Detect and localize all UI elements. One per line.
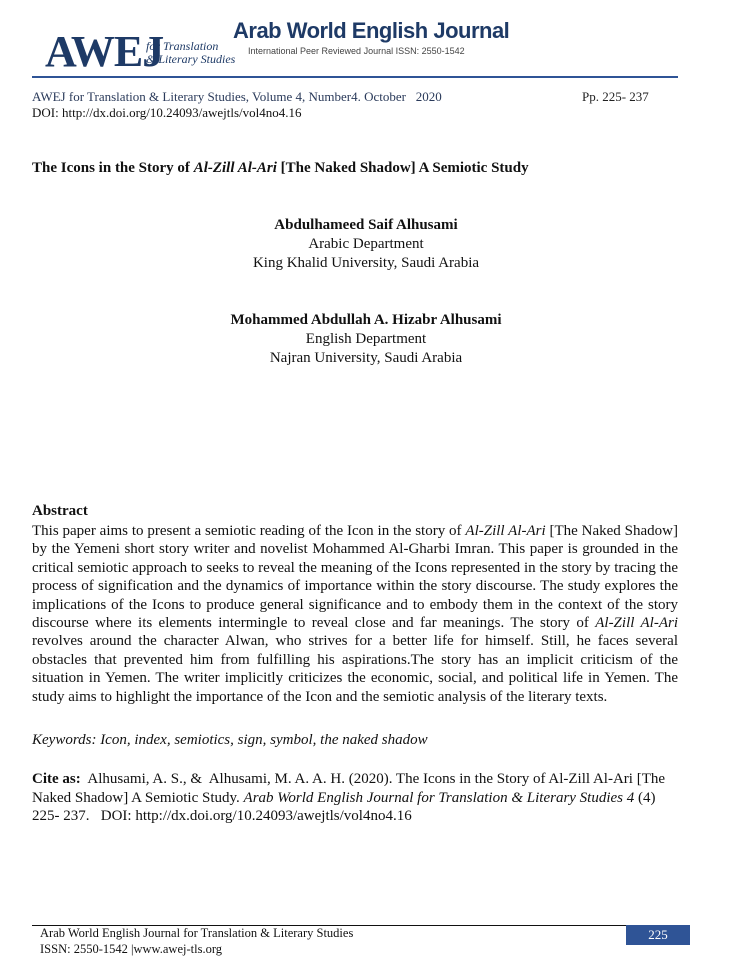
cite-rest: (4) 225- 237. DOI: http://dx.doi.org/10.24093/awejtls/vol4no4.16 bbox=[32, 789, 660, 824]
abstract-italic-2: Al-Zill Al-Ari bbox=[595, 615, 678, 632]
abstract-italic-1: Al-Zill Al-Ari bbox=[465, 523, 546, 539]
header-pages: Pp. 225- 237 bbox=[582, 89, 649, 104]
page-number: 225 bbox=[626, 925, 690, 945]
author-1-department: Arabic Department bbox=[308, 236, 424, 252]
author-1-name: Abdulhameed Saif Alhusami bbox=[274, 217, 458, 233]
journal-tagline: International Peer Reviewed Journal ISSN: 2550-1542 bbox=[248, 46, 465, 56]
logo-subtitle bbox=[146, 40, 235, 66]
awej-logo: AWEJ bbox=[45, 27, 164, 76]
cite-authors: Alhusami, A. S., & Alhusami, M. A. A. H. (2020). The Icons in the Story of Al-Zill Al-Ari [The Naked Shadow] A Semiotic Study. bbox=[32, 771, 669, 806]
cite-journal: Arab World English Journal for Translation & Literary Studies 4 bbox=[243, 789, 635, 806]
header-rule bbox=[32, 76, 678, 78]
abstract-body bbox=[32, 522, 678, 706]
keywords: Keywords: Icon, index, semiotics, sign, symbol, the naked shadow bbox=[32, 732, 428, 748]
title-part1: The Icons in the Story of bbox=[32, 160, 194, 176]
abstract-text-3: revolves around the character Alwan, who strives for a better life for himself. Still, he faces several obstacles that prevented him from fulfilling his aspirations.The story has an implicit criticism of the situation in Yemen. The writer implicitly criticizes the economic, social, and political life in Yemen. The study aims to highlight the importance of the Icon and the semiotic analysis of the literary texts. bbox=[32, 633, 678, 705]
author-2-name: Mohammed Abdullah A. Hizabr Alhusami bbox=[230, 312, 502, 328]
abstract-heading: Abstract bbox=[32, 503, 88, 519]
header-doi[interactable]: DOI: http://dx.doi.org/10.24093/awejtls/vol4no4.16 bbox=[32, 105, 302, 120]
header-citation: AWEJ for Translation & Literary Studies, Volume 4, Number4. October 2020 bbox=[32, 89, 442, 104]
title-part2: [The Naked Shadow] A Semiotic Study bbox=[276, 160, 529, 176]
author-1-affiliation: King Khalid University, Saudi Arabia bbox=[252, 255, 480, 271]
footer-issn: ISSN: 2550-1542 |www.awej-tls.org bbox=[40, 942, 223, 956]
author-2-department: English Department bbox=[305, 331, 427, 347]
abstract-text-2: [The Naked Shadow] by the Yemeni short story writer and novelist Mohammed Al-Gharbi Imran. This paper is grounded in the critical semiotic approach to seeks to reveal the meaning of the Icons represented in the story by tracing the process of signification and the dynamics of importance within the story discourse. The study explores the implications of the Icons to produce general significance and to embody them in the context of the story discourse where its elements intermingle to reveal close and far meanings. The story of bbox=[32, 523, 678, 632]
logo-subtitle-line1: for Translation bbox=[146, 39, 219, 53]
abstract-text-1: This paper aims to present a semiotic reading of the Icon in the story of bbox=[32, 523, 466, 539]
cite-label: Cite as: bbox=[32, 771, 81, 787]
cite-as bbox=[32, 770, 678, 826]
author-2-affiliation: Najran University, Saudi Arabia bbox=[269, 350, 463, 366]
journal-name: Arab World English Journal bbox=[233, 18, 510, 43]
logo-subtitle-line2: & Literary Studies bbox=[146, 52, 236, 66]
footer-journal: Arab World English Journal for Translation & Literary Studies bbox=[40, 926, 354, 940]
title-italic: Al-Zill Al-Ari bbox=[193, 160, 277, 176]
paper-title bbox=[32, 160, 529, 177]
